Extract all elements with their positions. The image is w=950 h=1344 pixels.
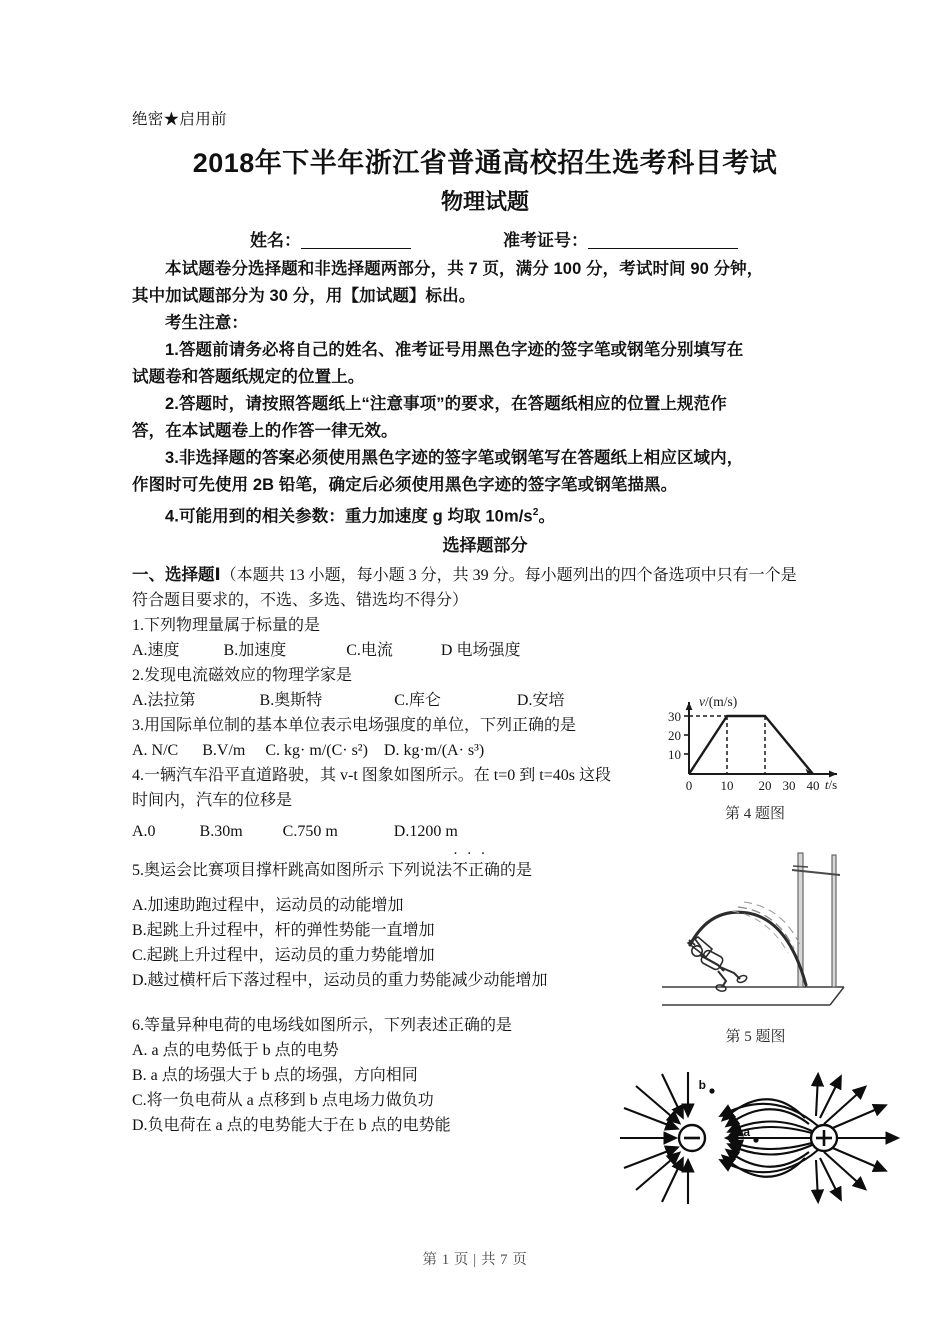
instruction-item-2-cont: 答，在本试题卷上的作答一律无效。 — [132, 422, 398, 440]
svg-text:v/(m/s): v/(m/s) — [699, 694, 738, 709]
pole-vault-illustration — [648, 845, 863, 1020]
svg-text:10: 10 — [668, 747, 681, 762]
question-5-stem-pre: 5.奥运会比赛项目撑杆跳高如图所示 下列说法 — [132, 861, 453, 879]
question-group-heading-cont: 符合题目要求的，不选、多选、错选均不得分） — [132, 591, 469, 609]
secret-mark: 绝密★启用前 — [132, 111, 227, 128]
question-4-stem-cont: 时间内，汽车的位移是 — [132, 791, 293, 809]
instruction-item-4-text: 4.可能用到的相关参数：重力加速度 g 均取 10m/s — [165, 507, 533, 526]
name-blank[interactable] — [301, 248, 411, 249]
question-5-emphasis: 不正确 · · — [452, 862, 500, 879]
instruction-intro: 本试题卷分选择题和非选择题两部分，共 7 页，满分 100 分，考试时间 90 分钟， — [165, 260, 764, 278]
figure-pole-vault — [648, 845, 863, 1047]
question-5-option-d[interactable]: D.越过横杆后下落过程中，运动员的重力势能减少动能增加 — [132, 971, 548, 989]
page-subtitle: 物理试题 — [440, 189, 529, 214]
svg-text:20: 20 — [758, 778, 772, 793]
question-6-option-c[interactable]: C.将一负电荷从 a 点移到 b 点电场力做负功 — [132, 1091, 434, 1109]
instruction-item-4-superscript: 2 — [532, 507, 539, 518]
question-group-heading — [132, 563, 838, 588]
svg-text:10: 10 — [720, 778, 734, 793]
question-4-stem: 4.一辆汽车沿平直道路驶，其 v-t 图象如图所示。在 t=0 到 t=40s 这段 — [132, 766, 611, 784]
svg-text:40: 40 — [806, 778, 820, 793]
exam-id-label: 准考证号： — [503, 231, 588, 250]
question-5-stem — [132, 858, 632, 883]
question-5-option-c[interactable]: C.起跳上升过程中，运动员的重力势能增加 — [132, 946, 435, 964]
instruction-item-4 — [132, 499, 838, 531]
instruction-item-3: 3.非选择题的答案必须使用黑色字迹的签字笔或钢笔写在答题纸上相应区域内， — [165, 449, 744, 467]
svg-text:0: 0 — [685, 778, 693, 793]
question-5-option-b[interactable]: B.起跳上升过程中，杆的弹性势能一直增加 — [132, 921, 435, 939]
question-5-stem-post: 的是 — [500, 861, 533, 879]
question-5-option-a[interactable]: A.加速助跑过程中，运动员的动能增加 — [132, 896, 404, 914]
instruction-item-1: 1.答题前请务必将自己的姓名、准考证号用黑色字迹的签字笔或钢笔分别填写在 — [165, 341, 744, 359]
question-6-option-a[interactable]: A. a 点的电势低于 b 点的电势 — [132, 1041, 339, 1059]
figure-velocity-time-graph — [655, 692, 855, 824]
instruction-intro-cont: 其中加试题部分为 30 分，用【加试题】标出。 — [132, 287, 476, 305]
instruction-item-2: 2.答题时，请按照答题纸上“注意事项”的要求，在答题纸相应的位置上规范作 — [165, 395, 727, 413]
field-point-b-label: b — [698, 1078, 706, 1092]
question-group-detail: （本题共 13 小题，每小题 3 分，共 39 分。每小题列出的四个备选项中只有一个是 — [220, 566, 797, 584]
page-footer: 第 1 页 | 共 7 页 — [422, 1252, 528, 1268]
question-1-options[interactable]: A.速度 B.加速度 C.电流 D 电场强度 — [132, 641, 521, 659]
question-2-options[interactable]: A.法拉第 B.奥斯特 C.库仑 D.安培 — [132, 691, 565, 709]
svg-text:t/s: t/s — [824, 777, 838, 792]
question-group-label: 一、选择题Ⅰ — [132, 565, 221, 584]
instruction-item-4-end: 。 — [538, 507, 556, 526]
notice-heading: 考生注意： — [165, 314, 248, 332]
svg-text:30: 30 — [782, 778, 796, 793]
question-2-stem: 2.发现电流磁效应的物理学家是 — [132, 666, 353, 684]
question-4-options[interactable]: A.0 B.30m C.750 m D.1200 m — [132, 822, 458, 840]
question-6-option-b[interactable]: B. a 点的场强大于 b 点的场强，方向相同 — [132, 1066, 418, 1084]
question-3-stem: 3.用国际单位制的基本单位表示电场强度的单位，下列正确的是 — [132, 716, 577, 734]
question-1-stem: 1.下列物理量属于标量的是 — [132, 616, 321, 634]
exam-id-blank[interactable] — [588, 248, 738, 249]
figure-electric-field-lines — [618, 1068, 903, 1213]
field-point-a-label: a — [743, 1125, 750, 1139]
figure-4-caption: 第 4 题图 — [724, 806, 785, 822]
svg-text:20: 20 — [668, 728, 681, 743]
velocity-time-chart — [655, 692, 855, 797]
question-6-option-d[interactable]: D.负电荷在 a 点的电势能大于在 b 点的电势能 — [132, 1116, 451, 1134]
question-3-options[interactable]: A. N/C B.V/m C. kg· m/(C· s²) D. kg·m/(A· s³) — [132, 741, 485, 759]
figure-5-caption: 第 5 题图 — [725, 1029, 786, 1045]
svg-text:30: 30 — [668, 709, 681, 724]
instruction-item-1-cont: 试题卷和答题纸规定的位置上。 — [132, 368, 365, 386]
page-title: 2018年下半年浙江省普通高校招生选考科目考试 — [192, 148, 778, 178]
instruction-item-3-cont: 作图时可先使用 2B 铅笔，确定后必须使用黑色字迹的签字笔或钢笔描黑。 — [132, 476, 678, 494]
question-6-stem: 6.等量异种电荷的电场线如图所示，下列表述正确的是 — [132, 1016, 513, 1034]
section-title: 选择题部分 — [442, 535, 528, 555]
name-label: 姓名： — [250, 231, 301, 250]
dipole-field-diagram — [618, 1068, 903, 1208]
candidate-info-line — [132, 228, 838, 254]
